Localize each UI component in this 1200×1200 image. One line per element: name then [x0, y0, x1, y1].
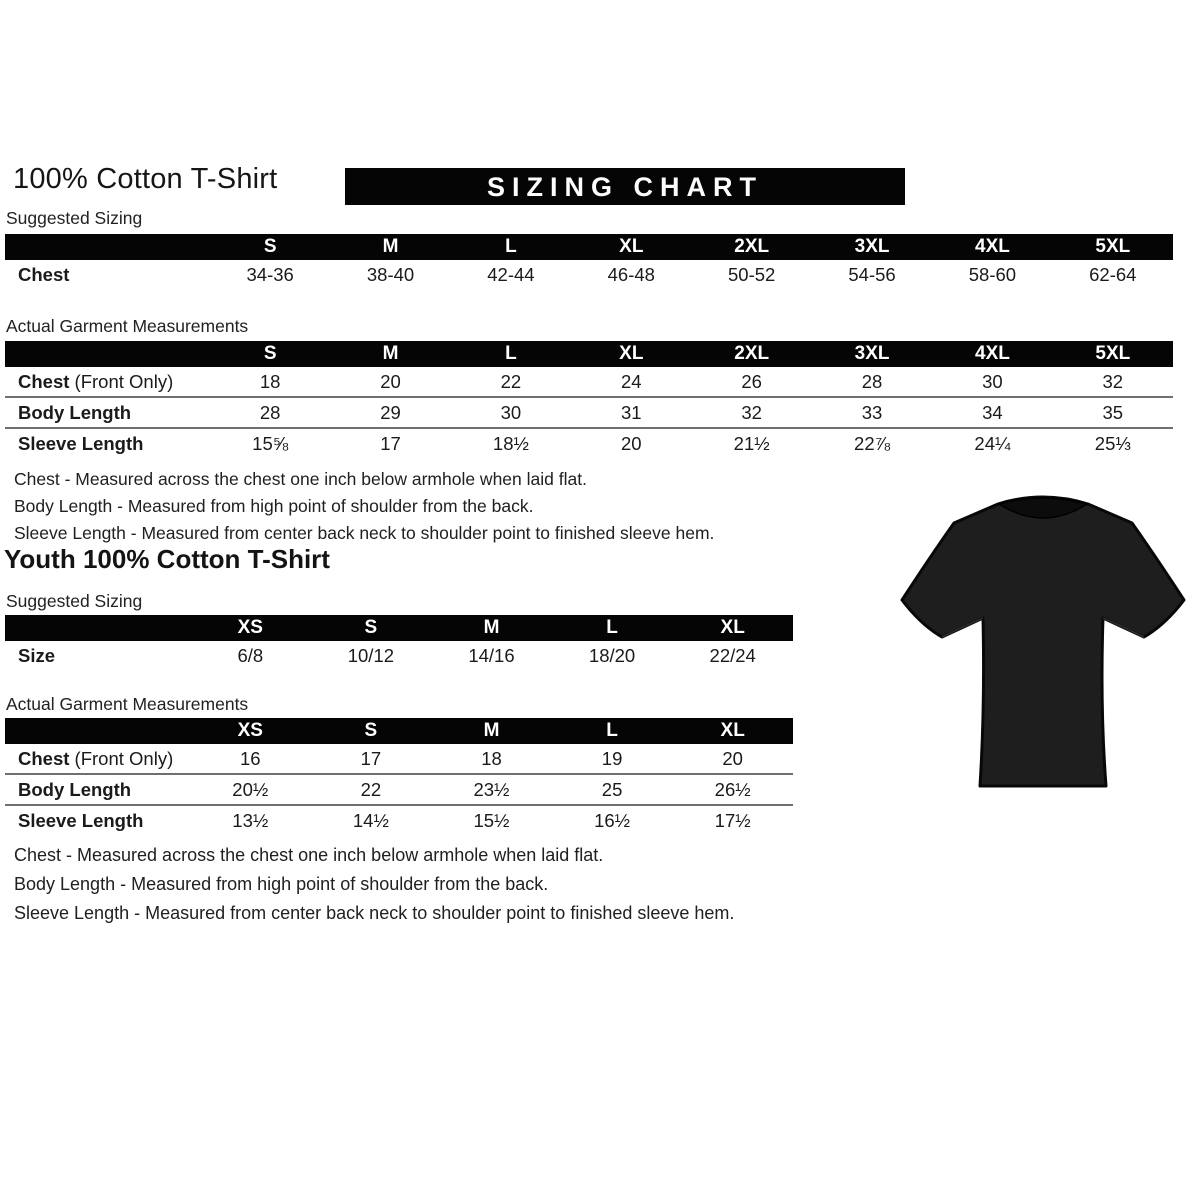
table-header-spacer: [5, 341, 210, 367]
measurement-value: 54-56: [848, 263, 896, 285]
size-column-header: XL: [571, 341, 691, 367]
row-label: Sleeve Length: [5, 805, 190, 835]
row-label: Chest (Front Only): [18, 747, 174, 769]
measurement-value: 58-60: [968, 263, 1017, 285]
table-row: [5, 397, 1173, 428]
measurement-value: 30: [982, 370, 1003, 392]
size-column-header: M: [431, 718, 552, 744]
measurement-value: 31: [571, 397, 691, 428]
measurement-value: 33: [812, 397, 932, 428]
size-column-header: L: [552, 718, 673, 744]
measurement-value: 22⅞: [812, 428, 932, 458]
size-column-header: L: [451, 341, 571, 367]
measurement-value: 28: [210, 397, 330, 428]
measurement-value: 14/16: [468, 644, 515, 666]
table-header-spacer: [5, 718, 190, 744]
row-label: Sleeve Length: [5, 428, 210, 458]
table-header-spacer: [5, 615, 190, 641]
size-column-header: XS: [190, 615, 311, 641]
size-column-header: XL: [672, 718, 793, 744]
youth-garment-measurements-table: [5, 718, 793, 835]
measurement-value: 18/20: [588, 644, 636, 666]
size-column-header: M: [330, 234, 450, 260]
measurement-value: 30: [451, 397, 571, 428]
row-label: Chest: [18, 263, 70, 285]
measurement-value: 26: [741, 370, 762, 392]
size-column-header: S: [311, 615, 432, 641]
section-label-youth-garment-measurements: Actual Garment Measurements: [6, 694, 249, 714]
measurement-value: 19: [601, 747, 623, 769]
section-label-adult-suggested-sizing: Suggested Sizing: [6, 208, 143, 228]
page-title: 100% Cotton T-Shirt: [13, 163, 278, 195]
row-label: Size: [18, 644, 56, 666]
measurement-value: 22/24: [709, 644, 756, 666]
measurement-value: 10/12: [347, 644, 395, 666]
tshirt-image: [892, 487, 1194, 807]
measurement-value: 21½: [692, 428, 812, 458]
table-row: [5, 805, 793, 835]
size-column-header: 4XL: [932, 341, 1052, 367]
measurement-value: 20: [380, 370, 401, 392]
tshirt-body-shape: [902, 497, 1184, 786]
sizing-chart-banner: [345, 168, 905, 205]
measurement-value: 42-44: [487, 263, 535, 285]
measurement-value: 46-48: [607, 263, 655, 285]
table-row: [5, 641, 793, 670]
measurement-value: 13½: [190, 805, 311, 835]
size-column-header: M: [330, 341, 450, 367]
youth-section-title: Youth 100% Cotton T-Shirt: [4, 544, 330, 574]
row-label: Body Length: [5, 774, 190, 805]
table-header-spacer: [5, 234, 210, 260]
measurement-value: 35: [1053, 397, 1173, 428]
measurement-value: 20½: [190, 774, 311, 805]
size-column-header: L: [552, 615, 673, 641]
size-column-header: 5XL: [1053, 341, 1173, 367]
size-column-header: 2XL: [692, 341, 812, 367]
measurement-value: 17: [330, 428, 450, 458]
measurement-value: 34-36: [246, 263, 294, 285]
size-column-header: XL: [672, 615, 793, 641]
measurement-value: 25: [552, 774, 673, 805]
measurement-note-chest: Chest - Measured across the chest one inch below armhole when laid flat.: [14, 469, 587, 489]
table-row: [5, 367, 1173, 397]
measurement-value: 15⅝: [210, 428, 330, 458]
measurement-value: 25⅓: [1053, 428, 1173, 458]
table-row: [5, 774, 793, 805]
measurement-value: 24: [621, 370, 642, 392]
measurement-value: 38-40: [366, 263, 415, 285]
measurement-value: 24¼: [932, 428, 1052, 458]
row-label: Body Length: [5, 397, 210, 428]
measurement-note-sleeve-length: Sleeve Length - Measured from center back neck to shoulder point to finished sleeve hem.: [14, 523, 715, 543]
measurement-value: 6/8: [237, 644, 264, 666]
measurement-value: 34: [932, 397, 1052, 428]
measurement-note-chest: Chest - Measured across the chest one inch below armhole when laid flat.: [14, 845, 604, 865]
section-label-adult-garment-measurements: Actual Garment Measurements: [6, 316, 249, 336]
size-column-header: M: [431, 615, 552, 641]
size-column-header: 5XL: [1053, 234, 1173, 260]
table-row: [5, 428, 1173, 458]
measurement-value: 23½: [431, 774, 552, 805]
adult-garment-measurements-table: [5, 341, 1173, 458]
measurement-value: 29: [330, 397, 450, 428]
measurement-value: 18: [259, 370, 281, 392]
size-column-header: S: [311, 718, 432, 744]
size-column-header: 3XL: [812, 234, 932, 260]
size-column-header: S: [210, 234, 330, 260]
size-column-header: 3XL: [812, 341, 932, 367]
size-column-header: XS: [190, 718, 311, 744]
measurement-note-body-length: Body Length - Measured from high point of shoulder from the back.: [14, 496, 534, 516]
measurement-note-body-length: Body Length - Measured from high point of shoulder from the back.: [14, 874, 549, 894]
measurement-value: 50-52: [728, 263, 776, 285]
measurement-value: 62-64: [1089, 263, 1137, 285]
measurement-value: 32: [692, 397, 812, 428]
measurement-value: 20: [722, 747, 743, 769]
size-column-header: XL: [571, 234, 691, 260]
size-column-header: L: [451, 234, 571, 260]
measurement-value: 15½: [431, 805, 552, 835]
measurement-value: 26½: [672, 774, 793, 805]
measurement-value: 28: [861, 370, 883, 392]
youth-suggested-sizing-table: [5, 615, 793, 670]
size-column-header: 2XL: [692, 234, 812, 260]
sizing-chart-banner-label: SIZING CHART: [487, 172, 763, 202]
table-row: [5, 260, 1173, 289]
measurement-value: 22: [500, 370, 522, 392]
measurement-value: 18½: [451, 428, 571, 458]
measurement-value: 17: [360, 747, 382, 769]
measurement-value: 18: [481, 747, 502, 769]
size-column-header: S: [210, 341, 330, 367]
measurement-value: 16½: [552, 805, 673, 835]
section-label-youth-suggested-sizing: Suggested Sizing: [6, 591, 143, 611]
measurement-value: 17½: [672, 805, 793, 835]
row-label: Chest (Front Only): [18, 370, 174, 392]
measurement-value: 22: [311, 774, 432, 805]
adult-suggested-sizing-table: [5, 234, 1173, 289]
table-row: [5, 744, 793, 774]
measurement-value: 16: [240, 747, 261, 769]
adult-measurement-notes: [14, 466, 714, 547]
measurement-value: 14½: [311, 805, 432, 835]
measurement-value: 32: [1102, 370, 1124, 392]
measurement-note-sleeve-length: Sleeve Length - Measured from center back neck to shoulder point to finished sleeve hem.: [14, 903, 735, 923]
measurement-value: 20: [571, 428, 691, 458]
size-column-header: 4XL: [932, 234, 1052, 260]
youth-measurement-notes: [14, 841, 734, 928]
